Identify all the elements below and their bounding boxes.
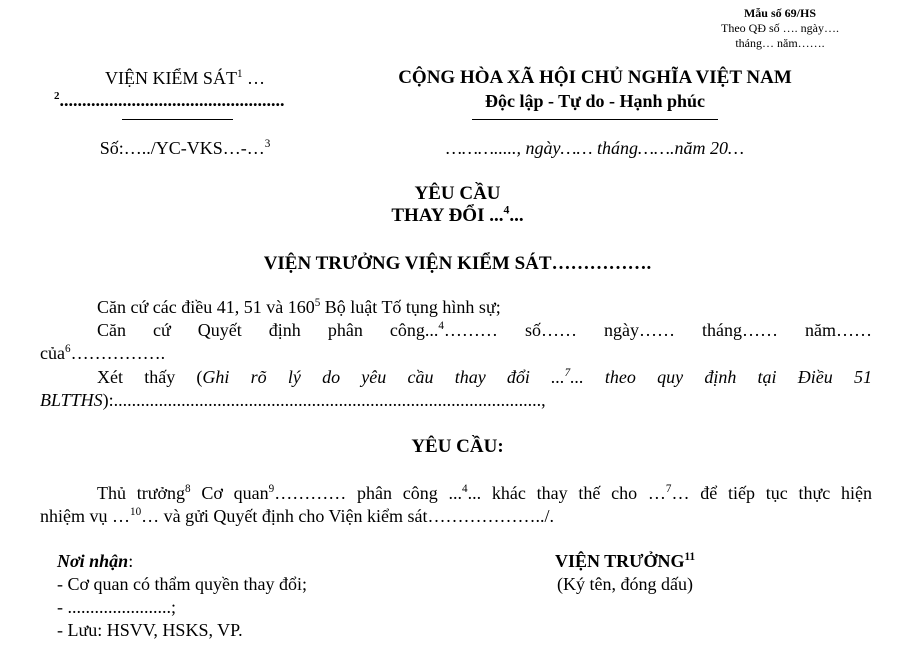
footnote-ref: 10 <box>130 506 142 518</box>
request-heading: YÊU CẦU: <box>411 436 504 457</box>
footnote-ref: 9 <box>268 483 275 495</box>
document-subtitle: THAY ĐỔI ...$^4$... <box>391 203 524 226</box>
right-header-divider <box>472 119 718 120</box>
reason-paragraph: Xét thấy (Ghi rõ lý do yêu cầu thay đổi ...$^7$... theo quy định tại Điều 51 BLTTHS):..............................................................................................., <box>40 367 872 410</box>
footnote-ref: 1 <box>236 68 243 80</box>
recipients-label: Nơi nhận <box>57 551 129 571</box>
footnote-ref: 6 <box>64 343 71 355</box>
left-header-divider <box>122 119 233 120</box>
request-paragraph: Thủ trưởng$^8$ Cơ quan$^9$………… phân công ...$^4$... khác thay thế cho …$^7$… để tiếp tục thực hiện nhiệm vụ …$^{10}$… và gửi Quyết định cho Viện kiểm sát………………../. <box>40 483 872 526</box>
signature-instruction: (Ký tên, đóng dấu) <box>557 574 693 594</box>
form-code-title: Mẫu số 69/HS <box>743 6 816 20</box>
footnote-ref: 11 <box>684 551 696 563</box>
issuer-heading: VIỆN TRƯỞNG VIỆN KIỂM SÁT……………. <box>263 253 652 274</box>
footnote-ref: 8 <box>185 483 191 495</box>
nation-title: CỘNG HÒA XÃ HỘI CHỦ NGHĨA VIỆT NAM <box>398 67 792 88</box>
document-title: YÊU CẦU <box>414 183 501 204</box>
signature-block <box>515 550 735 596</box>
form-code-date: tháng… năm……. <box>735 36 825 50</box>
national-motto: Độc lập - Tự do - Hạnh phúc <box>484 91 706 111</box>
sub-agency-line: $^2$.................................................. <box>54 90 285 110</box>
agency-name: VIỆN KIỂM SÁT$^1$ … <box>104 68 266 88</box>
footnote-ref: 5 <box>314 297 321 309</box>
assignment-basis-paragraph: Căn cứ Quyết định phân công...$^4$……… số…… ngày…… tháng…… năm…… của$^6$……………. <box>40 320 872 363</box>
signer-title: VIỆN TRƯỞNG$^{11}$ <box>554 551 696 571</box>
recipient-item: - .......................; <box>57 597 176 617</box>
recipient-item: - Lưu: HSVV, HSKS, VP. <box>57 620 243 640</box>
footnote-ref: 3 <box>264 138 271 150</box>
form-code-decision: Theo QĐ số …. ngày…. <box>721 21 839 35</box>
footnote-ref: 2 <box>54 90 60 102</box>
footnote-ref: 4 <box>462 483 468 495</box>
place-and-date: ………....., ngày…… tháng…….năm 20… <box>445 138 745 158</box>
footnote-ref: 7 <box>665 483 672 495</box>
footnote-ref: 7 <box>564 367 571 379</box>
recipient-item: - Cơ quan có thẩm quyền thay đổi; <box>57 574 307 594</box>
legal-basis-paragraph: Căn cứ các điều 41, 51 và $160^5$ Bộ luật Tố tụng hình sự; <box>97 297 501 317</box>
document-number: Số:…../YC-VKS…-…$^3$ <box>99 138 271 158</box>
recipients-block: Nơi nhận: - Cơ quan có thẩm quyền thay đổi; - .......................; - Lưu: HSVV, HSKS, VP. <box>57 551 307 640</box>
form-code-block <box>680 6 880 51</box>
footnote-ref: 4 <box>503 203 510 217</box>
footnote-ref: 4 <box>438 320 444 332</box>
